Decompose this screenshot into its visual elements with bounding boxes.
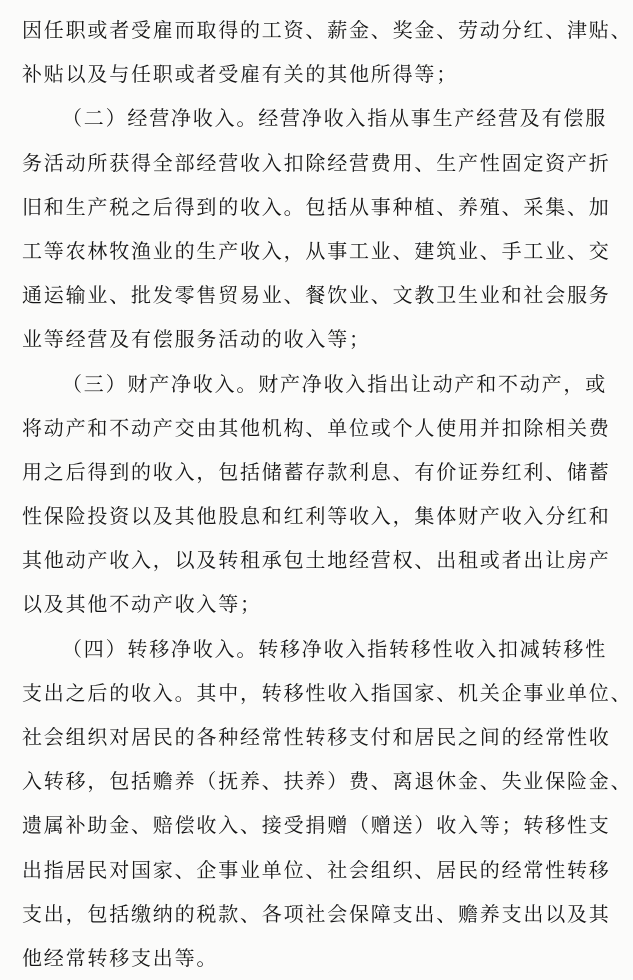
text-line: 性保险投资以及其他股息和红利等收入，集体财产收入分红和 [22,504,611,529]
section-heading-line: （三）财产净收入。财产净收入指出让动产和不动产，或 [62,371,607,396]
text-line: 入转移，包括赡养（抚养、扶养）费、离退休金、失业保险金、 [22,769,633,794]
text-line: 出指居民对国家、企事业单位、社会组织、居民的经常性转移 [22,857,611,882]
text-line: 将动产和不动产交由其他机构、单位或个人使用并扣除相关费 [22,415,611,440]
text-line: 旧和生产税之后得到的收入。包括从事种植、养殖、采集、加 [22,194,611,219]
text-line: 补贴以及与任职或者受雇有关的其他所得等； [22,62,458,87]
text-line: 他经常转移支出等。 [22,945,219,970]
section-heading-line: （四）转移净收入。转移净收入指转移性收入扣减转移性 [62,636,607,661]
text-line: 以及其他不动产收入等； [22,592,262,617]
text-line: 社会组织对居民的各种经常性转移支付和居民之间的经常性收 [22,725,611,749]
text-line: 用之后得到的收入，包括储蓄存款利息、有价证券红利、储蓄 [22,459,611,484]
section-heading-line: （二）经营净收入。经营净收入指从事生产经营及有偿服 [62,106,607,131]
text-line: 支出，包括缴纳的税款、各项社会保障支出、赡养支出以及其 [22,901,611,926]
text-line: 其他动产收入，以及转租承包土地经营权、出租或者出让房产 [22,548,611,573]
text-line: 因任职或者受雇而取得的工资、薪金、奖金、劳动分红、津贴、 [22,18,633,42]
text-line: 工等农林牧渔业的生产收入，从事工业、建筑业、手工业、交 [22,238,611,263]
text-line: 通运输业、批发零售贸易业、餐饮业、文教卫生业和社会服务 [22,283,611,308]
text-line: 务活动所获得全部经营收入扣除经营费用、生产性固定资产折 [22,150,611,175]
text-line: 业等经营及有偿服务活动的收入等； [22,327,371,352]
text-line: 遗属补助金、赔偿收入、接受捐赠（赠送）收入等；转移性支 [22,813,611,838]
text-line: 支出之后的收入。其中，转移性收入指国家、机关企事业单位、 [22,680,633,705]
